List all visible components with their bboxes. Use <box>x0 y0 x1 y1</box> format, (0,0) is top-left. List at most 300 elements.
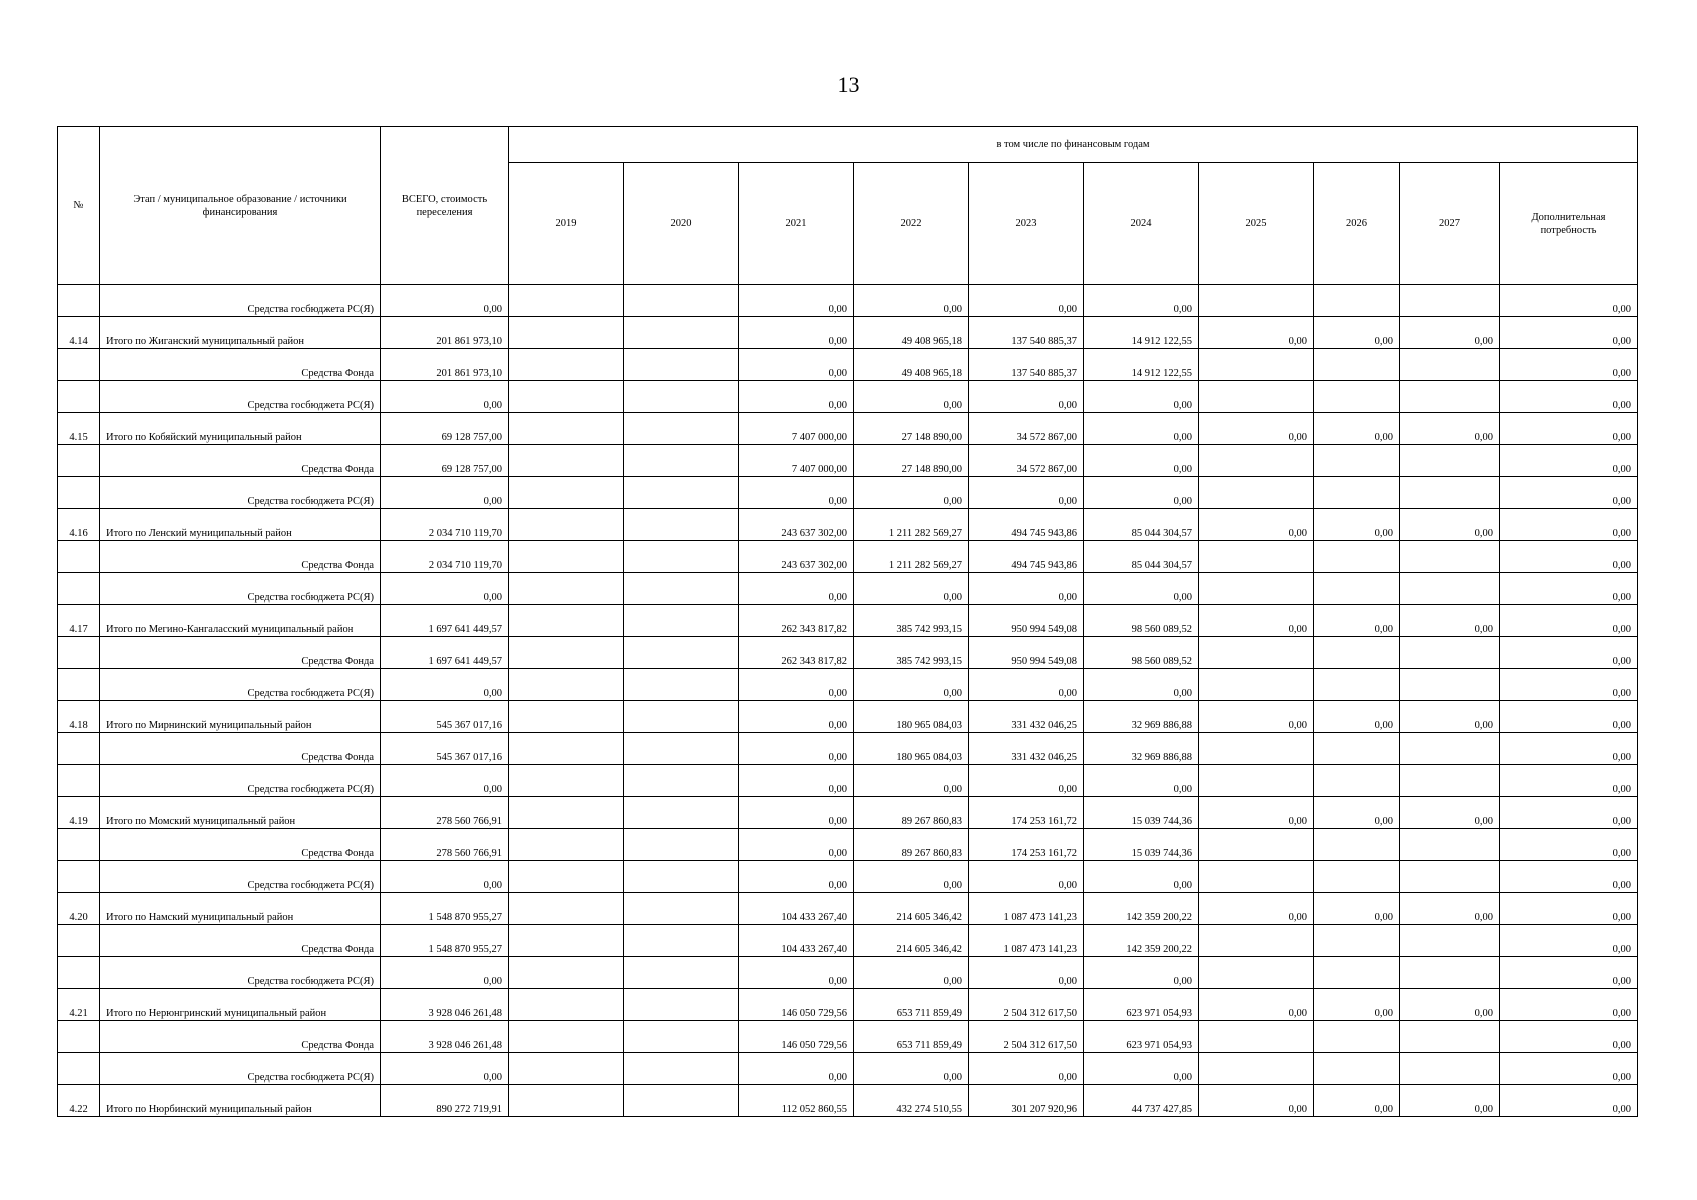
row-year-value <box>624 285 739 317</box>
row-number <box>58 285 100 317</box>
header-year: 2026 <box>1314 163 1400 285</box>
header-year: 2023 <box>969 163 1084 285</box>
row-year-value: 0,00 <box>739 381 854 413</box>
row-year-value: 0,00 <box>1314 413 1400 445</box>
row-year-value <box>1314 477 1400 509</box>
row-year-value: 14 912 122,55 <box>1084 317 1199 349</box>
row-year-value: 142 359 200,22 <box>1084 893 1199 925</box>
row-year-value <box>1314 445 1400 477</box>
row-year-value: 0,00 <box>1500 445 1638 477</box>
row-name: Средства госбюджета РС(Я) <box>100 861 381 893</box>
row-number <box>58 861 100 893</box>
row-year-value: 0,00 <box>1400 797 1500 829</box>
row-year-value <box>624 381 739 413</box>
row-year-value <box>1199 445 1314 477</box>
row-year-value <box>1314 349 1400 381</box>
row-total: 0,00 <box>381 957 509 989</box>
row-number: 4.14 <box>58 317 100 349</box>
row-name: Итого по Намский муниципальный район <box>100 893 381 925</box>
row-year-value <box>1400 477 1500 509</box>
table-row <box>58 957 1638 989</box>
row-year-value: 49 408 965,18 <box>854 349 969 381</box>
header-year-group: в том числе по финансовым годам <box>509 127 1638 163</box>
table-row <box>58 605 1638 637</box>
row-year-value <box>624 893 739 925</box>
row-total: 201 861 973,10 <box>381 317 509 349</box>
row-year-value <box>624 1085 739 1117</box>
row-year-value: 0,00 <box>1199 605 1314 637</box>
row-year-value: 0,00 <box>1199 509 1314 541</box>
row-year-value: 0,00 <box>1500 733 1638 765</box>
row-year-value <box>624 573 739 605</box>
row-year-value: 494 745 943,86 <box>969 509 1084 541</box>
row-year-value <box>1400 957 1500 989</box>
row-name: Итого по Мегино-Кангаласский муниципальный район <box>100 605 381 637</box>
row-year-value: 0,00 <box>1500 829 1638 861</box>
row-year-value <box>624 861 739 893</box>
page-number: 13 <box>837 72 860 97</box>
row-year-value <box>1400 829 1500 861</box>
row-year-value <box>624 797 739 829</box>
row-year-value <box>509 1085 624 1117</box>
row-year-value: 0,00 <box>1500 317 1638 349</box>
row-year-value: 243 637 302,00 <box>739 509 854 541</box>
row-total: 1 548 870 955,27 <box>381 893 509 925</box>
row-year-value <box>624 317 739 349</box>
row-year-value: 950 994 549,08 <box>969 605 1084 637</box>
row-year-value <box>1199 477 1314 509</box>
row-year-value: 180 965 084,03 <box>854 701 969 733</box>
row-year-value <box>509 701 624 733</box>
row-total: 201 861 973,10 <box>381 349 509 381</box>
row-year-value <box>624 765 739 797</box>
row-total: 0,00 <box>381 861 509 893</box>
row-name: Средства госбюджета РС(Я) <box>100 381 381 413</box>
row-name: Средства Фонда <box>100 637 381 669</box>
table-row <box>58 797 1638 829</box>
row-year-value <box>509 989 624 1021</box>
row-year-value <box>624 925 739 957</box>
row-year-value: 2 504 312 617,50 <box>969 1021 1084 1053</box>
row-year-value: 0,00 <box>969 477 1084 509</box>
row-year-value: 0,00 <box>1500 605 1638 637</box>
table-row <box>58 893 1638 925</box>
row-year-value: 104 433 267,40 <box>739 893 854 925</box>
row-year-value <box>624 413 739 445</box>
table-row <box>58 925 1638 957</box>
row-year-value <box>1400 1021 1500 1053</box>
row-number <box>58 925 100 957</box>
row-number <box>58 829 100 861</box>
header-year: 2022 <box>854 163 969 285</box>
row-year-value <box>1199 1021 1314 1053</box>
row-number <box>58 733 100 765</box>
table-row <box>58 477 1638 509</box>
row-number: 4.15 <box>58 413 100 445</box>
table-row <box>58 1021 1638 1053</box>
row-year-value <box>1400 349 1500 381</box>
row-year-value <box>1199 285 1314 317</box>
row-year-value <box>624 541 739 573</box>
row-number: 4.18 <box>58 701 100 733</box>
row-number: 4.20 <box>58 893 100 925</box>
row-number <box>58 1021 100 1053</box>
row-year-value: 1 211 282 569,27 <box>854 509 969 541</box>
table-row <box>58 1085 1638 1117</box>
row-year-value: 0,00 <box>1084 861 1199 893</box>
row-total: 2 034 710 119,70 <box>381 509 509 541</box>
row-year-value: 0,00 <box>969 1053 1084 1085</box>
row-name: Средства госбюджета РС(Я) <box>100 669 381 701</box>
row-year-value: 0,00 <box>854 477 969 509</box>
row-year-value <box>509 637 624 669</box>
row-year-value: 0,00 <box>1084 765 1199 797</box>
row-year-value <box>509 797 624 829</box>
row-year-value <box>1314 381 1400 413</box>
row-year-value <box>509 957 624 989</box>
row-number <box>58 477 100 509</box>
row-year-value <box>624 605 739 637</box>
row-year-value <box>1314 1053 1400 1085</box>
row-year-value: 0,00 <box>1500 893 1638 925</box>
row-year-value <box>1199 861 1314 893</box>
row-year-value: 385 742 993,15 <box>854 605 969 637</box>
row-year-value <box>509 573 624 605</box>
row-year-value: 0,00 <box>1199 893 1314 925</box>
row-year-value: 0,00 <box>1500 861 1638 893</box>
row-year-value: 0,00 <box>1400 893 1500 925</box>
row-year-value: 85 044 304,57 <box>1084 509 1199 541</box>
row-year-value: 137 540 885,37 <box>969 317 1084 349</box>
row-year-value <box>624 829 739 861</box>
row-year-value <box>1199 637 1314 669</box>
row-year-value: 104 433 267,40 <box>739 925 854 957</box>
header-year: 2021 <box>739 163 854 285</box>
row-year-value <box>624 701 739 733</box>
table-row <box>58 285 1638 317</box>
row-year-value <box>1400 733 1500 765</box>
row-number <box>58 637 100 669</box>
row-year-value: 89 267 860,83 <box>854 797 969 829</box>
row-year-value: 214 605 346,42 <box>854 893 969 925</box>
row-year-value: 0,00 <box>1084 285 1199 317</box>
row-year-value <box>624 669 739 701</box>
row-year-value: 27 148 890,00 <box>854 413 969 445</box>
row-year-value <box>624 637 739 669</box>
row-name: Итого по Жиганский муниципальный район <box>100 317 381 349</box>
table-body <box>58 285 1638 1117</box>
row-year-value <box>1400 765 1500 797</box>
row-year-value: 14 912 122,55 <box>1084 349 1199 381</box>
row-year-value <box>509 1021 624 1053</box>
row-year-value: 0,00 <box>854 381 969 413</box>
row-year-value: 0,00 <box>969 285 1084 317</box>
row-year-value: 494 745 943,86 <box>969 541 1084 573</box>
row-year-value: 0,00 <box>969 765 1084 797</box>
row-year-value: 0,00 <box>1500 509 1638 541</box>
row-year-value <box>509 829 624 861</box>
financing-table <box>57 126 1638 1117</box>
row-year-value <box>1314 541 1400 573</box>
row-year-value: 0,00 <box>1400 317 1500 349</box>
row-year-value: 0,00 <box>969 669 1084 701</box>
row-total: 69 128 757,00 <box>381 413 509 445</box>
row-year-value: 0,00 <box>1314 797 1400 829</box>
row-year-value: 0,00 <box>1500 285 1638 317</box>
row-total: 0,00 <box>381 669 509 701</box>
row-year-value: 331 432 046,25 <box>969 733 1084 765</box>
row-year-value: 301 207 920,96 <box>969 1085 1084 1117</box>
row-year-value <box>509 1053 624 1085</box>
row-name: Средства Фонда <box>100 1021 381 1053</box>
row-year-value: 0,00 <box>739 573 854 605</box>
row-year-value: 2 504 312 617,50 <box>969 989 1084 1021</box>
row-year-value <box>509 605 624 637</box>
row-year-value: 0,00 <box>1500 349 1638 381</box>
row-year-value: 0,00 <box>969 861 1084 893</box>
row-year-value: 0,00 <box>1084 957 1199 989</box>
row-year-value <box>1314 829 1400 861</box>
row-number <box>58 765 100 797</box>
header-additional-need: Дополнительная потребность <box>1500 163 1638 285</box>
row-year-value: 0,00 <box>739 957 854 989</box>
row-number <box>58 445 100 477</box>
row-year-value <box>1314 573 1400 605</box>
row-year-value <box>509 925 624 957</box>
row-year-value: 0,00 <box>854 1053 969 1085</box>
row-year-value <box>624 1053 739 1085</box>
row-number: 4.22 <box>58 1085 100 1117</box>
row-year-value: 0,00 <box>1199 413 1314 445</box>
row-total: 0,00 <box>381 1053 509 1085</box>
row-year-value <box>1199 733 1314 765</box>
row-year-value: 1 087 473 141,23 <box>969 925 1084 957</box>
row-name: Средства госбюджета РС(Я) <box>100 285 381 317</box>
row-year-value: 432 274 510,55 <box>854 1085 969 1117</box>
row-year-value: 0,00 <box>969 381 1084 413</box>
row-year-value: 0,00 <box>739 701 854 733</box>
row-year-value: 0,00 <box>1500 957 1638 989</box>
row-year-value <box>1400 573 1500 605</box>
row-year-value: 44 737 427,85 <box>1084 1085 1199 1117</box>
row-year-value: 0,00 <box>1199 1085 1314 1117</box>
row-year-value: 0,00 <box>1500 701 1638 733</box>
row-year-value: 0,00 <box>969 957 1084 989</box>
row-year-value <box>1199 349 1314 381</box>
row-year-value: 0,00 <box>1084 669 1199 701</box>
row-year-value: 0,00 <box>1500 381 1638 413</box>
table-row <box>58 509 1638 541</box>
row-name: Средства Фонда <box>100 829 381 861</box>
table-row <box>58 1053 1638 1085</box>
row-year-value <box>1400 445 1500 477</box>
header-num: № <box>58 127 100 285</box>
row-year-value: 0,00 <box>1400 989 1500 1021</box>
row-year-value <box>624 445 739 477</box>
row-year-value <box>1400 637 1500 669</box>
row-year-value <box>1199 925 1314 957</box>
row-year-value <box>1314 669 1400 701</box>
row-total: 0,00 <box>381 477 509 509</box>
row-year-value: 137 540 885,37 <box>969 349 1084 381</box>
row-name: Средства госбюджета РС(Я) <box>100 957 381 989</box>
header-name: Этап / муниципальное образование / источники финансирования <box>100 127 381 285</box>
row-year-value <box>509 477 624 509</box>
row-year-value: 0,00 <box>1500 1085 1638 1117</box>
row-year-value: 623 971 054,93 <box>1084 1021 1199 1053</box>
row-year-value: 142 359 200,22 <box>1084 925 1199 957</box>
row-year-value: 0,00 <box>1199 989 1314 1021</box>
row-year-value: 174 253 161,72 <box>969 797 1084 829</box>
row-year-value <box>1199 381 1314 413</box>
row-year-value <box>1199 1053 1314 1085</box>
row-year-value <box>624 733 739 765</box>
row-year-value: 0,00 <box>1500 989 1638 1021</box>
row-name: Итого по Кобяйский муниципальный район <box>100 413 381 445</box>
row-year-value: 49 408 965,18 <box>854 317 969 349</box>
row-year-value: 0,00 <box>1199 317 1314 349</box>
table-row <box>58 413 1638 445</box>
row-number <box>58 669 100 701</box>
row-year-value: 0,00 <box>1084 1053 1199 1085</box>
row-number: 4.16 <box>58 509 100 541</box>
row-year-value: 0,00 <box>1500 413 1638 445</box>
row-year-value: 0,00 <box>1400 413 1500 445</box>
row-year-value <box>624 477 739 509</box>
row-year-value <box>624 989 739 1021</box>
row-year-value <box>1314 957 1400 989</box>
row-year-value: 0,00 <box>1400 605 1500 637</box>
table-row <box>58 637 1638 669</box>
row-year-value: 0,00 <box>1400 509 1500 541</box>
row-year-value <box>1400 861 1500 893</box>
row-year-value: 0,00 <box>1084 477 1199 509</box>
row-year-value: 950 994 549,08 <box>969 637 1084 669</box>
row-year-value: 98 560 089,52 <box>1084 605 1199 637</box>
row-year-value: 0,00 <box>854 285 969 317</box>
row-total: 278 560 766,91 <box>381 797 509 829</box>
row-year-value: 0,00 <box>1084 445 1199 477</box>
row-year-value <box>509 861 624 893</box>
row-name: Итого по Ленский муниципальный район <box>100 509 381 541</box>
row-name: Средства госбюджета РС(Я) <box>100 477 381 509</box>
row-year-value <box>509 349 624 381</box>
row-year-value <box>1314 733 1400 765</box>
header-year: 2019 <box>509 163 624 285</box>
row-year-value <box>509 765 624 797</box>
row-number <box>58 957 100 989</box>
row-year-value: 0,00 <box>969 573 1084 605</box>
row-name: Итого по Момский муниципальный район <box>100 797 381 829</box>
row-year-value: 1 087 473 141,23 <box>969 893 1084 925</box>
table-row <box>58 349 1638 381</box>
header-year: 2027 <box>1400 163 1500 285</box>
row-year-value <box>1199 669 1314 701</box>
row-number <box>58 1053 100 1085</box>
row-year-value <box>509 733 624 765</box>
row-year-value: 0,00 <box>1314 509 1400 541</box>
row-number <box>58 381 100 413</box>
row-total: 0,00 <box>381 573 509 605</box>
row-year-value: 653 711 859,49 <box>854 989 969 1021</box>
row-year-value <box>509 893 624 925</box>
row-year-value: 0,00 <box>739 829 854 861</box>
row-year-value: 7 407 000,00 <box>739 413 854 445</box>
row-year-value <box>1400 1053 1500 1085</box>
row-year-value: 0,00 <box>1500 541 1638 573</box>
row-year-value <box>509 317 624 349</box>
row-year-value: 0,00 <box>1500 925 1638 957</box>
row-total: 3 928 046 261,48 <box>381 989 509 1021</box>
row-total: 0,00 <box>381 285 509 317</box>
row-name: Итого по Нерюнгринский муниципальный район <box>100 989 381 1021</box>
row-year-value: 0,00 <box>854 861 969 893</box>
row-year-value: 0,00 <box>1400 701 1500 733</box>
row-year-value <box>624 349 739 381</box>
row-total: 545 367 017,16 <box>381 701 509 733</box>
row-name: Средства госбюджета РС(Я) <box>100 1053 381 1085</box>
row-year-value <box>1400 669 1500 701</box>
header-year: 2020 <box>624 163 739 285</box>
row-year-value: 385 742 993,15 <box>854 637 969 669</box>
row-year-value: 15 039 744,36 <box>1084 829 1199 861</box>
table-row <box>58 701 1638 733</box>
row-year-value <box>1314 925 1400 957</box>
table-row <box>58 765 1638 797</box>
row-year-value: 623 971 054,93 <box>1084 989 1199 1021</box>
row-name: Средства Фонда <box>100 349 381 381</box>
row-total: 3 928 046 261,48 <box>381 1021 509 1053</box>
row-year-value: 0,00 <box>739 669 854 701</box>
row-name: Средства Фонда <box>100 733 381 765</box>
row-year-value: 0,00 <box>854 573 969 605</box>
row-year-value: 0,00 <box>1314 893 1400 925</box>
row-year-value <box>1400 285 1500 317</box>
row-year-value: 0,00 <box>1400 1085 1500 1117</box>
table-row <box>58 669 1638 701</box>
row-year-value: 0,00 <box>1500 1021 1638 1053</box>
row-year-value: 0,00 <box>1500 573 1638 605</box>
table-row <box>58 573 1638 605</box>
row-number <box>58 541 100 573</box>
row-year-value <box>1199 541 1314 573</box>
row-year-value <box>1314 861 1400 893</box>
table-row <box>58 317 1638 349</box>
row-year-value: 89 267 860,83 <box>854 829 969 861</box>
row-year-value <box>1314 765 1400 797</box>
row-year-value: 0,00 <box>854 765 969 797</box>
row-year-value <box>509 285 624 317</box>
row-year-value: 0,00 <box>739 1053 854 1085</box>
row-year-value: 262 343 817,82 <box>739 605 854 637</box>
row-year-value <box>509 381 624 413</box>
row-year-value: 180 965 084,03 <box>854 733 969 765</box>
row-year-value: 0,00 <box>739 733 854 765</box>
row-year-value: 0,00 <box>854 957 969 989</box>
row-year-value <box>509 541 624 573</box>
row-year-value <box>509 413 624 445</box>
row-year-value: 0,00 <box>1314 605 1400 637</box>
row-number: 4.19 <box>58 797 100 829</box>
row-name: Средства госбюджета РС(Я) <box>100 765 381 797</box>
row-total: 0,00 <box>381 381 509 413</box>
row-year-value <box>509 509 624 541</box>
row-year-value <box>1314 285 1400 317</box>
row-year-value <box>624 1021 739 1053</box>
row-year-value: 0,00 <box>1314 1085 1400 1117</box>
row-year-value: 653 711 859,49 <box>854 1021 969 1053</box>
row-year-value: 27 148 890,00 <box>854 445 969 477</box>
